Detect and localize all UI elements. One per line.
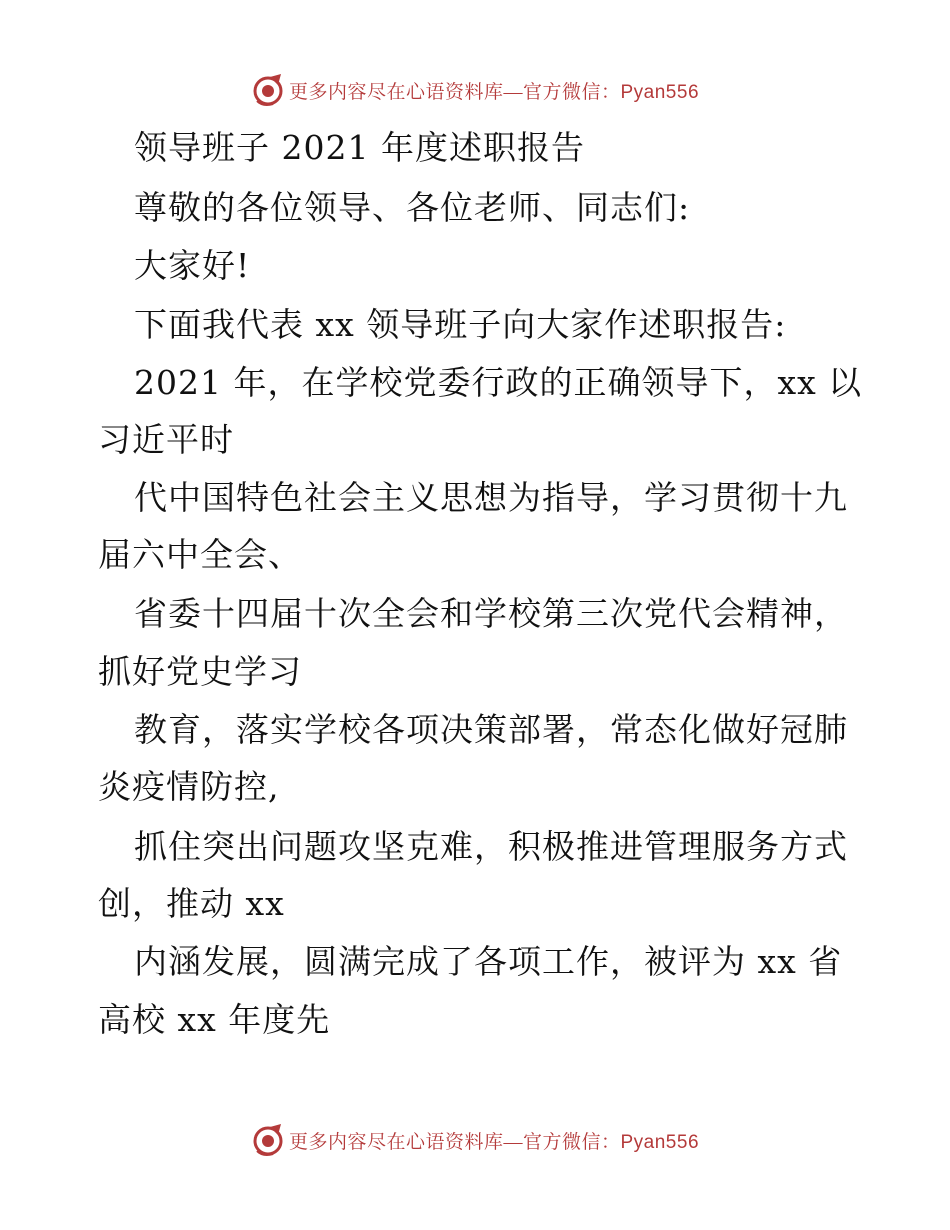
paragraph-line: 高校 xx 年度先 — [98, 1000, 331, 1039]
paragraph-line: 届六中全会、 — [98, 535, 302, 574]
watermark-account: Pyan556 — [620, 81, 700, 103]
watermark-text: 更多内容尽在心语资料库—官方微信：Pyan556 — [288, 81, 700, 103]
paragraph-line: 教育，落实学校各项决策部署，常态化做好冠肺 — [134, 710, 848, 749]
footer-watermark — [0, 1120, 950, 1160]
document-title: 领导班子 2021 年度述职报告 — [134, 128, 585, 167]
header-watermark — [0, 70, 950, 110]
paragraph-line: 代中国特色社会主义思想为指导，学习贯彻十九 — [134, 478, 848, 517]
paragraph-line: 抓好党史学习 — [98, 652, 302, 691]
watermark-account: Pyan556 — [620, 1131, 700, 1153]
paragraph-line: 习近平时 — [98, 420, 234, 459]
paragraph-line: 下面我代表 xx 领导班子向大家作述职报告: — [134, 305, 787, 344]
paragraph-line: 创，推动 xx — [98, 884, 285, 923]
pen-nib-circle-icon — [251, 73, 285, 107]
greeting: 大家好! — [134, 246, 251, 285]
paragraph-line: 内涵发展，圆满完成了各项工作，被评为 xx 省 — [134, 942, 843, 981]
pen-nib-circle-icon — [251, 1123, 285, 1157]
paragraph-line: 抓住突出问题攻坚克难，积极推进管理服务方式 — [134, 827, 848, 866]
paragraph-line: 2021 年，在学校党委行政的正确领导下，xx 以 — [134, 363, 863, 402]
salutation: 尊敬的各位领导、各位老师、同志们: — [134, 188, 691, 227]
watermark-text: 更多内容尽在心语资料库—官方微信：Pyan556 — [288, 1131, 700, 1153]
paragraph-line: 炎疫情防控, — [98, 767, 280, 806]
paragraph-line: 省委十四届十次全会和学校第三次党代会精神， — [134, 594, 848, 633]
